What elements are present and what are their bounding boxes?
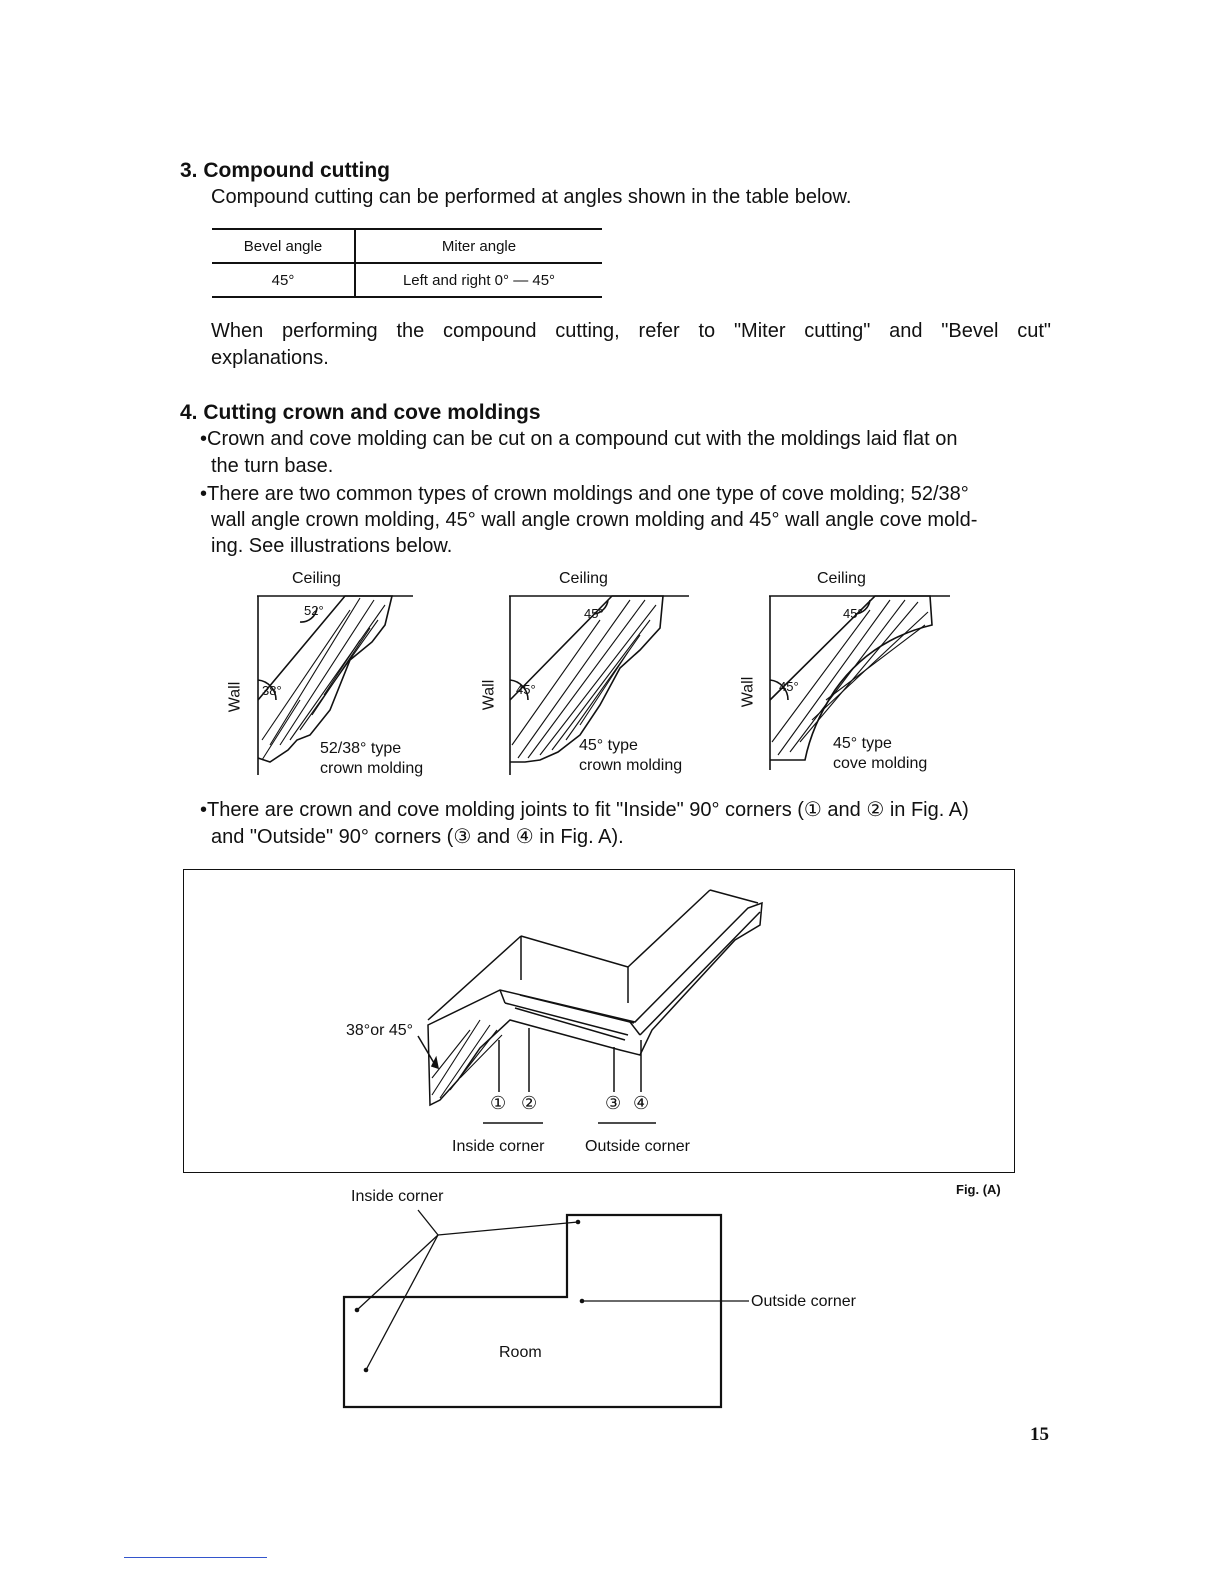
m1-name: crown molding (320, 760, 424, 777)
bullet-2-line2: wall angle crown molding, 45° wall angle crown molding and 45° wall angle cove mold- (211, 509, 978, 531)
bullet-3-line2: and "Outside" 90° corners (③ and ④ in Fig. A). (211, 826, 624, 848)
table-header-miter: Miter angle (355, 229, 602, 263)
m3-side-angle: 45° (779, 679, 799, 694)
table-row (212, 263, 602, 297)
figure-a-frame (183, 869, 1015, 1173)
m2-top-angle: 45° (584, 606, 604, 621)
table-cell-miter: Left and right 0° — 45° (355, 263, 602, 297)
table-cell-bevel: 45° (212, 263, 355, 297)
wall-label-1: Wall (226, 681, 244, 713)
wall-label-2: Wall (480, 679, 498, 711)
bullet-2-line3: ing. See illustrations below. (211, 535, 453, 557)
fig-a-angle-label: 38°or 45° (346, 1022, 414, 1039)
table-header-bevel: Bevel angle (212, 229, 355, 263)
ceiling-label-3: Ceiling (817, 570, 866, 587)
room-outside-corner-label: Outside corner (751, 1293, 856, 1310)
m1-side-angle: 38° (262, 683, 282, 698)
fig-a-marker-2: ② (521, 1093, 538, 1113)
m2-type: 45° type (579, 737, 638, 754)
m3-type: 45° type (833, 735, 892, 752)
section-3-heading: 3. Compound cutting (180, 159, 390, 182)
m1-top-angle: 52° (304, 603, 324, 618)
m3-top-angle: 45° (843, 606, 863, 621)
ceiling-label-2: Ceiling (559, 570, 608, 587)
ceiling-label-1: Ceiling (292, 570, 341, 587)
wall-label-3: Wall (739, 676, 757, 708)
section-4-heading: 4. Cutting crown and cove moldings (180, 401, 541, 424)
fig-a-caption: Fig. (A) (956, 1182, 1001, 1197)
room-label: Room (499, 1344, 542, 1361)
bullet-1-line1: •Crown and cove molding can be cut on a compound cut with the moldings laid flat on (200, 428, 958, 450)
m2-name: crown molding (579, 757, 683, 774)
m1-type: 52/38° type (320, 740, 402, 757)
bottom-rule (124, 1557, 267, 1558)
compound-angle-table (212, 228, 602, 298)
table-header-row (212, 229, 602, 263)
m3-name: cove molding (833, 755, 928, 772)
m2-side-angle: 45° (516, 682, 536, 697)
fig-a-marker-1: ① (490, 1093, 507, 1113)
section-3-intro: Compound cutting can be performed at angles shown in the table below. (211, 186, 852, 208)
page-number: 15 (1030, 1424, 1049, 1445)
fig-a-inside-corner: Inside corner (452, 1138, 545, 1155)
fig-a-outside-corner: Outside corner (585, 1138, 690, 1155)
bullet-2-line1: •There are two common types of crown moldings and one type of cove molding; 52/38° (200, 483, 969, 505)
fig-a-marker-3: ③ (605, 1093, 622, 1113)
room-inside-corner-label: Inside corner (351, 1188, 444, 1205)
fig-a-marker-4: ④ (633, 1093, 650, 1113)
bullet-1-line2: the turn base. (211, 455, 334, 477)
section-3-note-line2: explanations. (211, 347, 329, 369)
section-3-note-line1: When performing the compound cutting, refer to "Miter cutting" and "Bevel cut" (211, 320, 1051, 342)
bullet-3-line1: •There are crown and cove molding joints to fit "Inside" 90° corners (① and ② in Fig. A) (200, 799, 969, 821)
